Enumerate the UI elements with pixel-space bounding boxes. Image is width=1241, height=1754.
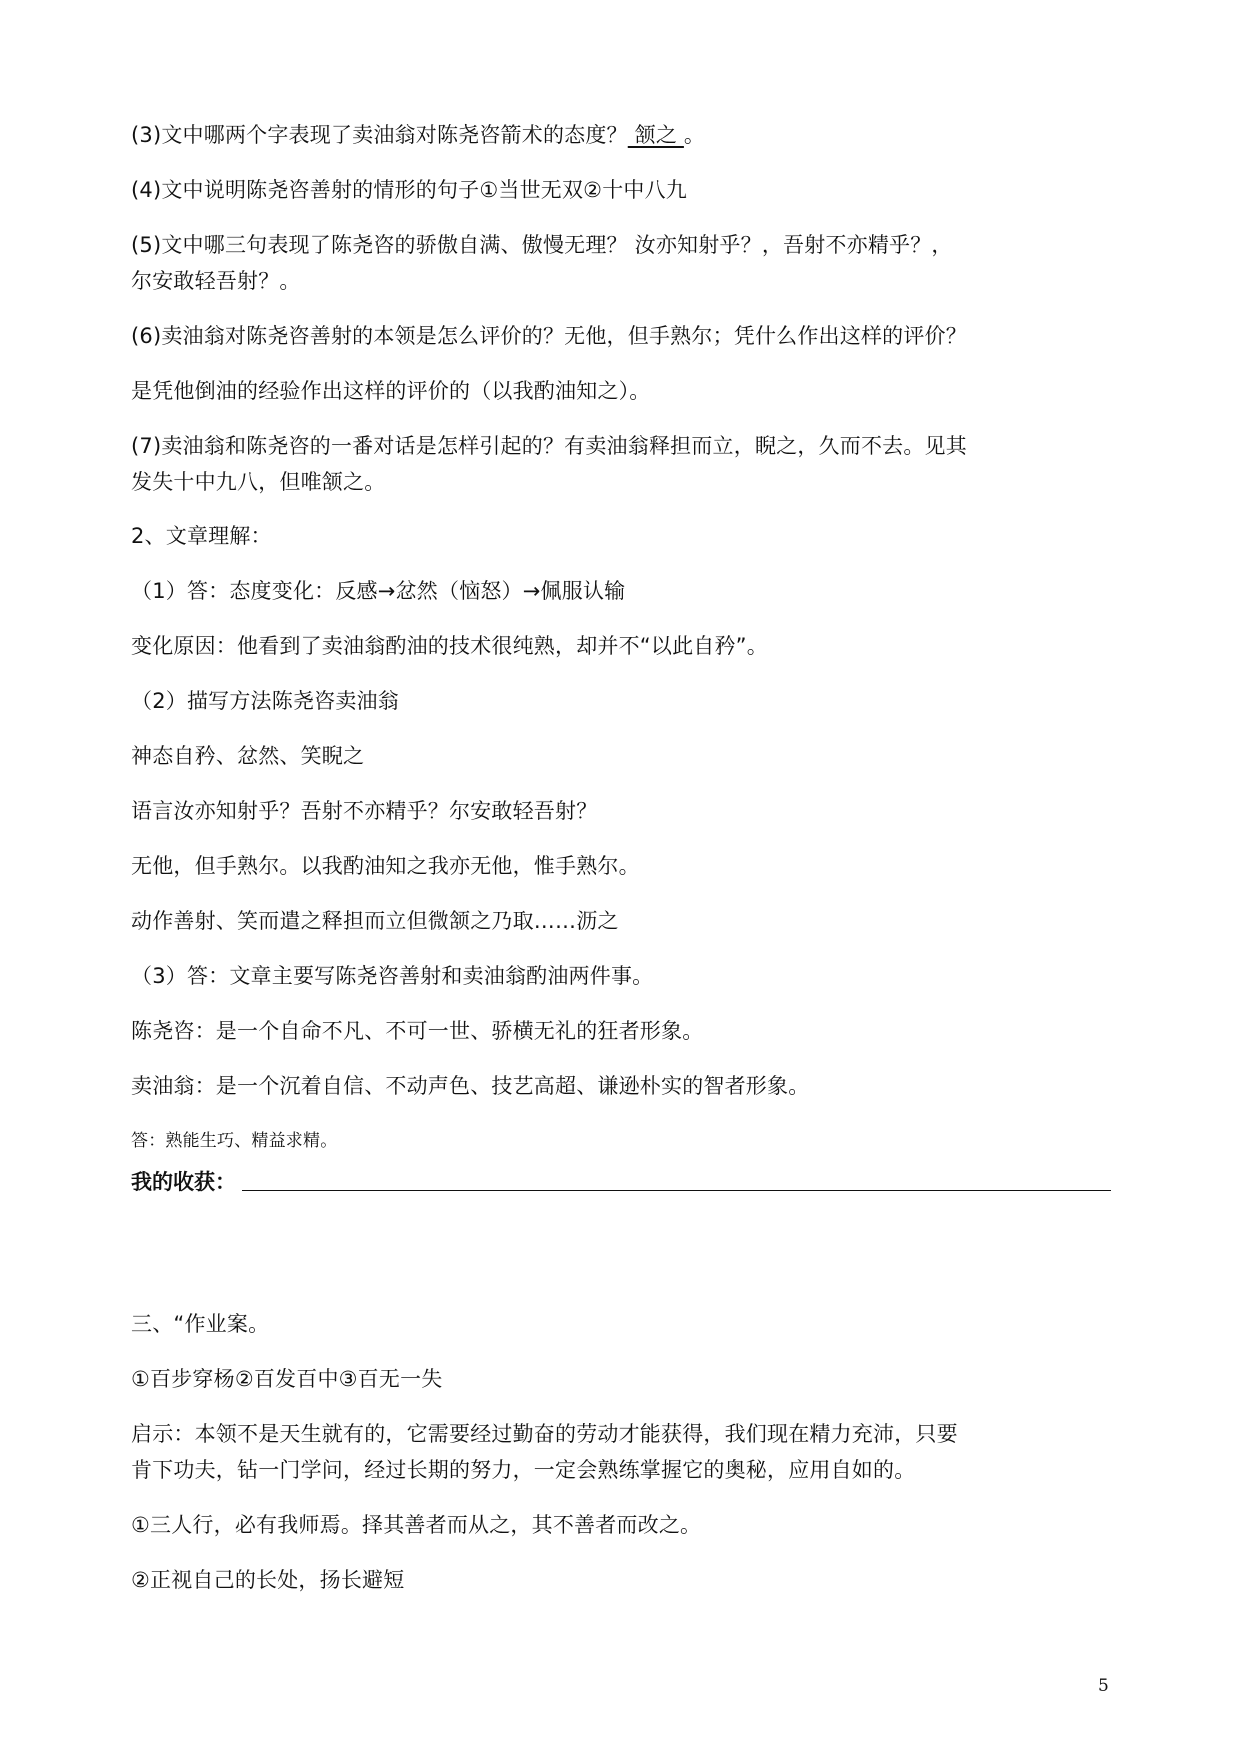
item-2: ②正视自己的长处，扬长避短 — [131, 1568, 405, 1592]
question-4: (4)文中说明陈尧咨善射的情形的句子①当世无双②十中八九 — [131, 178, 687, 202]
harvest-label: 我的收获： — [131, 1170, 236, 1194]
question-5-line-1 — [131, 227, 953, 263]
answer-1: （1）答：态度变化：反感→忿然（恼怒）→佩服认输 — [131, 579, 626, 603]
question-5-line-2: 尔安敢轻吾射？。 — [131, 269, 301, 293]
inspiration-line-1: 启示：本领不是天生就有的，它需要经过勤奋的劳动才能获得，我们现在精力充沛，只要 — [131, 1422, 958, 1446]
oil-seller-description: 卖油翁：是一个沉着自信、不动声色、技艺高超、谦逊朴实的智者形象。 — [131, 1074, 810, 1098]
question-3-answer: 颔之 — [627, 123, 684, 147]
question-6-line-2: 是凭他倒油的经验作出这样的评价的（以我酌油知之）。 — [131, 379, 651, 403]
question-7-line-2: 发失十中九八，但唯颔之。 — [131, 470, 386, 494]
language-row-2: 无他，但手熟尔。以我酌油知之我亦无他，惟手熟尔。 — [131, 854, 640, 878]
answer-3: （3）答：文章主要写陈尧咨善射和卖油翁酌油两件事。 — [131, 964, 654, 988]
small-answer: 答：熟能生巧、精益求精。 — [131, 1131, 338, 1151]
inspiration-line-2: 肯下功夫，钻一门学问，经过长期的努力，一定会熟练掌握它的奥秘，应用自如的。 — [131, 1458, 916, 1482]
question-5-answer: 汝亦知射乎？，吾射不亦精乎？， — [627, 233, 953, 257]
question-3-text: (3)文中哪两个字表现了卖油翁对陈尧咨箭术的态度？ — [131, 123, 628, 147]
chen-yaozi-description: 陈尧咨：是一个自命不凡、不可一世、骄横无礼的狂者形象。 — [131, 1019, 704, 1043]
action-row: 动作善射、笑而遣之释担而立但微颔之乃取……沥之 — [131, 909, 619, 933]
language-row-1: 语言汝亦知射乎？吾射不亦精乎？尔安敢轻吾射？ — [131, 799, 598, 823]
item-1: ①三人行，必有我师焉。择其善者而从之，其不善者而改之。 — [131, 1513, 702, 1537]
question-3-suffix: 。 — [683, 123, 706, 147]
change-reason: 变化原因：他看到了卖油翁酌油的技术很纯熟，却并不“以此自矜”。 — [131, 634, 768, 658]
question-6-line-1: (6)卖油翁对陈尧咨善射的本领是怎么评价的？无他，但手熟尔；凭什么作出这样的评价？ — [131, 324, 967, 348]
page-number: 5 — [1098, 1676, 1109, 1696]
idioms-line: ①百步穿杨②百发百中③百无一失 — [131, 1367, 443, 1391]
harvest-blank-line — [242, 1166, 1111, 1191]
question-5-text: (5)文中哪三句表现了陈尧咨的骄傲自满、傲慢无理？ — [131, 233, 628, 257]
section-3-title: 三、“作业案。 — [131, 1312, 270, 1336]
question-3 — [131, 117, 705, 153]
section-2-title: 2、文章理解： — [131, 524, 272, 548]
question-7-line-1: (7)卖油翁和陈尧咨的一番对话是怎样引起的？有卖油翁释担而立，睨之，久而不去。见其 — [131, 434, 967, 458]
demeanor-row: 神态自矜、忿然、笑睨之 — [131, 744, 365, 768]
harvest-row — [131, 1166, 1111, 1197]
answer-2-header: （2）描写方法陈尧咨卖油翁 — [131, 689, 399, 713]
